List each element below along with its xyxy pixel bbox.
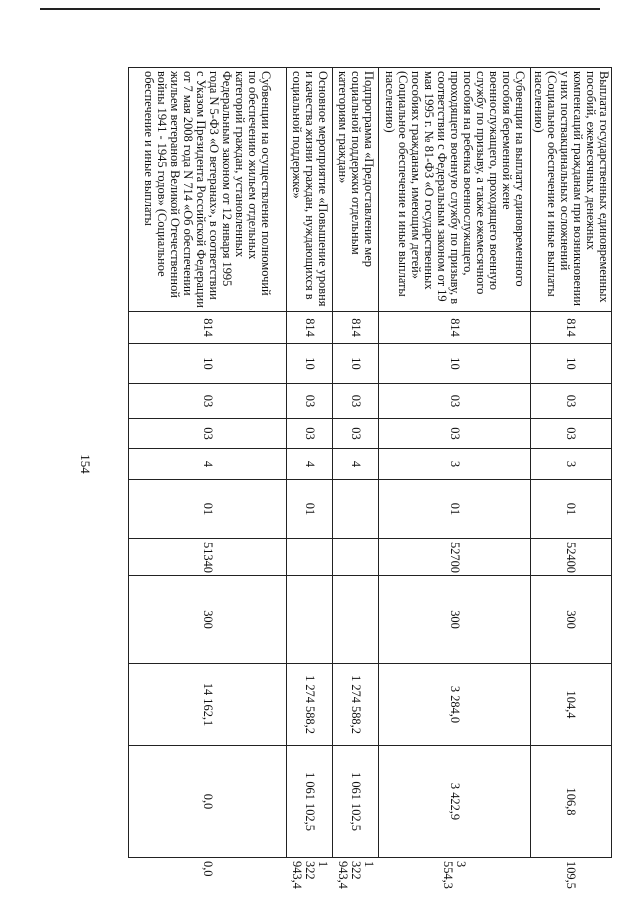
table-row: Подпрограмма «Предоставление мер социальной поддержки отдельным категориям граждан» 814 10 03 03 4 1 274 588,2 1 061 102,5 1 322 943,4 [332, 68, 378, 858]
header-rule [40, 8, 600, 10]
section-code-cell: 10 [530, 344, 611, 384]
event-code-cell: 01 [530, 480, 611, 539]
table-row: Выплата государственных единовременных пособий, ежемесячных денежных компенсаций гражданам при возникновении у них поствакцинальных осложнений (Социальное обеспечение и иные выплаты населению) 814 10 03 03 3 01 52400 300 104,4 106,8 109,5 [530, 68, 611, 858]
rotated-table-container [134, 67, 612, 889]
expense-type-cell [286, 576, 332, 664]
subprogram-code-cell: 3 [378, 449, 530, 480]
event-code-cell: 01 [378, 480, 530, 539]
event-code-cell: 01 [128, 480, 286, 539]
direction-code-cell: 51340 [128, 539, 286, 576]
subsection-code-cell: 03 [128, 384, 286, 419]
subsection-code-cell: 03 [378, 384, 530, 419]
section-code-cell: 10 [378, 344, 530, 384]
budget-table [128, 67, 612, 889]
subsection-code-cell: 03 [530, 384, 611, 419]
expense-type-cell [332, 576, 378, 664]
amount-year1-cell: 1 274 588,2 [286, 664, 332, 746]
ministry-code-cell: 814 [530, 312, 611, 344]
row-name-cell: Подпрограмма «Предоставление мер социальной поддержки отдельным категориям граждан» [332, 68, 378, 312]
amount-year2-cell: 3 422,9 [378, 746, 530, 858]
amount-year1-cell: 1 274 588,2 [332, 664, 378, 746]
section-code-cell: 10 [128, 344, 286, 384]
direction-code-cell [286, 539, 332, 576]
amount-year1-cell: 14 162,1 [128, 664, 286, 746]
program-code-cell: 03 [332, 419, 378, 449]
program-code-cell: 03 [128, 419, 286, 449]
amount-year1-cell: 104,4 [530, 664, 611, 746]
subprogram-code-cell: 4 [128, 449, 286, 480]
ministry-code-cell: 814 [332, 312, 378, 344]
ministry-code-cell: 814 [378, 312, 530, 344]
row-name-cell: Субвенции на осуществление полномочий по обеспечению жильем отдельных категорий граждан, установленных Федеральным законом от 12 января 1995 года N 5-ФЗ «О ветеранах», в соответствии с Указом Президента Российской Федерации от 7 мая 2008 года N 714 «Об обеспечении жильем ветеранов Великой Отечественной войны 1941 - 1945 годов» (Социальное обеспечение и иные выплаты [128, 68, 286, 312]
ministry-code-cell: 814 [286, 312, 332, 344]
direction-code-cell: 52700 [378, 539, 530, 576]
amount-year2-cell: 0,0 [128, 746, 286, 858]
table-row: Субвенции на выплату единовременного пособия беременной жене военнослужащего, проходящего военную службу по призыву, а также ежемесячного пособия на ребенка военнослужащего, проходящего военную службу по призыву, в соответствии с Федеральным законом от 19 мая 1995 г. № 81-ФЗ «О государственных пособиях гражданам, имеющим детей» (Социальное обеспечение и иные выплаты населению) 814 10 03 03 3 01 52700 300 3 284,0 3 422,9 3 554,3 [378, 68, 530, 858]
page-number: 154 [78, 454, 93, 474]
row-name-cell: Основное мероприятие «Повышение уровня и качества жизни граждан, нуждающихся в социальной поддержке» [286, 68, 332, 312]
expense-type-cell: 300 [378, 576, 530, 664]
section-code-cell: 10 [286, 344, 332, 384]
row-name-cell: Субвенции на выплату единовременного пособия беременной жене военнослужащего, проходящего военную службу по призыву, а также ежемесячного пособия на ребенка военнослужащего, проходящего военную службу по призыву, в соответствии с Федеральным законом от 19 мая 1995 г. № 81-ФЗ «О государственных пособиях гражданам, имеющим детей» (Социальное обеспечение и иные выплаты населению) [378, 68, 530, 312]
expense-type-cell: 300 [530, 576, 611, 664]
direction-code-cell [332, 539, 378, 576]
subprogram-code-cell: 4 [332, 449, 378, 480]
direction-code-cell: 52400 [530, 539, 611, 576]
row-name-cell: Выплата государственных единовременных пособий, ежемесячных денежных компенсаций гражданам при возникновении у них поствакцинальных осложнений (Социальное обеспечение и иные выплаты населению) [530, 68, 611, 312]
amount-year2-cell: 1 061 102,5 [332, 746, 378, 858]
program-code-cell: 03 [286, 419, 332, 449]
subprogram-code-cell: 3 [530, 449, 611, 480]
table-row: Основное мероприятие «Повышение уровня и качества жизни граждан, нуждающихся в социальной поддержке» 814 10 03 03 4 01 1 274 588,2 1 061 102,5 1 322 943,4 [286, 68, 332, 858]
section-code-cell: 10 [332, 344, 378, 384]
ministry-code-cell: 814 [128, 312, 286, 344]
expense-type-cell: 300 [128, 576, 286, 664]
subsection-code-cell: 03 [286, 384, 332, 419]
amount-year2-cell: 1 061 102,5 [286, 746, 332, 858]
amount-year2-cell: 106,8 [530, 746, 611, 858]
program-code-cell: 03 [378, 419, 530, 449]
event-code-cell: 01 [286, 480, 332, 539]
table-row: Субвенции на осуществление полномочий по обеспечению жильем отдельных категорий граждан, установленных Федеральным законом от 12 января 1995 года N 5-ФЗ «О ветеранах», в соответствии с Указом Президента Российской Федерации от 7 мая 2008 года N 714 «Об обеспечении жильем ветеранов Великой Отечественной войны 1941 - 1945 годов» (Социальное обеспечение и иные выплаты 814 10 03 03 4 01 51340 300 14 162,1 0,0 0,0 [128, 68, 286, 858]
subprogram-code-cell: 4 [286, 449, 332, 480]
amount-year1-cell: 3 284,0 [378, 664, 530, 746]
program-code-cell: 03 [530, 419, 611, 449]
subsection-code-cell: 03 [332, 384, 378, 419]
event-code-cell [332, 480, 378, 539]
